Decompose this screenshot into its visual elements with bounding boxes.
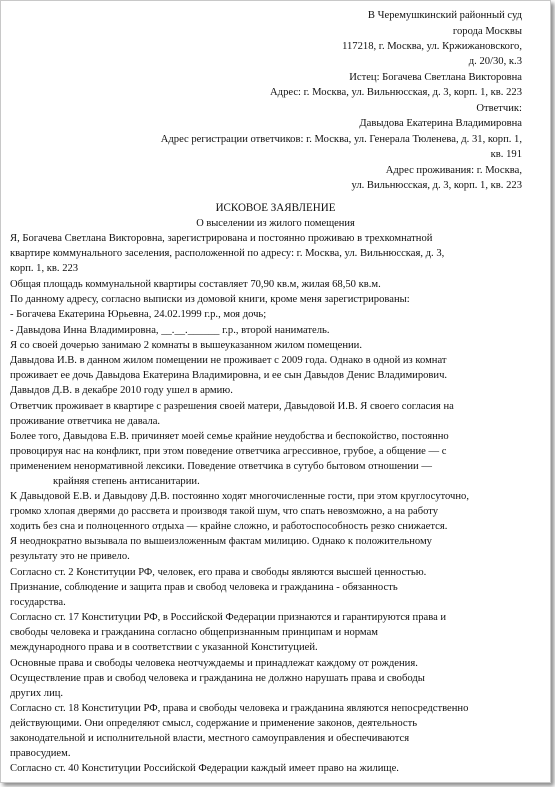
body-line: - Давыдова Инна Владимировна, __.__.______ г.р., второй наниматель. (10, 325, 330, 336)
residence-address-line-1: Адрес проживания: г. Москва, (385, 165, 522, 176)
document-subtitle: О выселении из жилого помещения (196, 218, 355, 229)
body-line: Осуществление прав и свобод человека и гражданина не должно нарушать права и свободы (10, 673, 425, 684)
body-line: свободы человека и гражданина согласно общепризнанным принципам и нормам (10, 627, 378, 638)
defendant-name: Давыдова Екатерина Владимировна (359, 118, 522, 129)
body-line: применением ненормативной лексики. Поведение ответчика в сутубо бытовом отношении — (10, 461, 432, 472)
body-line: громко хлопая дверями до рассвета и производя такой шум, что спать невозможно, а на работу (10, 506, 439, 517)
body-line: Я, Богачева Светлана Викторовна, зарегистрирована и постоянно проживаю в трехкомнатной (10, 233, 433, 244)
court-address-line-2: д. 20/30, к.3 (468, 56, 522, 67)
body-line: корп. 1, кв. 223 (10, 263, 79, 274)
body-line: государства. (10, 597, 66, 608)
body-line: крайняя степень антисанитарии. (53, 476, 200, 487)
body-line: - Богачева Екатерина Юрьевна, 24.02.1999 г.р., моя дочь; (10, 309, 267, 320)
body-line: Признание, соблюдение и защита прав и свобод человека и гражданина - обязанность (10, 582, 398, 593)
body-line: законодательной и исполнительной власти, местного самоуправления и обеспечиваются (10, 733, 410, 744)
body-line: провоцируя нас на конфликт, при этом поведение ответчика агрессивное, грубое, а общение — с (10, 446, 447, 457)
body-line: правосудием. (10, 748, 71, 759)
plaintiff-name: Истец: Богачева Светлана Викторовна (349, 72, 522, 83)
residence-address-line-2: ул. Вильнюсская, д. 3, корп. 1, кв. 223 (351, 180, 522, 191)
court-address-line-1: 117218, г. Москва, ул. Кржижановского, (342, 41, 522, 52)
body-line: действующими. Они определяют смысл, содержание и применение законов, деятельность (10, 718, 418, 729)
body-line: Более того, Давыдова Е.В. причиняет моей семье крайние неудобства и беспокойство, постоянно (10, 431, 449, 442)
body-line: Общая площадь коммунальной квартиры составляет 70,90 кв.м, жилая 68,50 кв.м. (10, 279, 381, 290)
defendant-label: Ответчик: (476, 103, 522, 114)
body-line: Ответчик проживает в квартире с разрешения своей матери, Давыдовой И.В. Я своего согласия на (10, 401, 454, 412)
body-line: международного права и в соответствии с указанной Конституцией. (10, 642, 318, 653)
body-line: Я со своей дочерью занимаю 2 комнаты в вышеуказанном жилом помещении. (10, 340, 362, 351)
body-line: Я неоднократно вызывала по вышеизложенным фактам милицию. Однако к положительному (10, 536, 432, 547)
body-line: Давыдова И.В. в данном жилом помещении не проживает с 2009 года. Однако в одной из комнат (10, 355, 447, 366)
body-line: проживает ее дочь Давыдова Екатерина Владимировна, и ее сын Давыдов Денис Владимирович. (10, 370, 448, 381)
document-title: ИСКОВОЕ ЗАЯВЛЕНИЕ (215, 202, 336, 214)
body-line: По данному адресу, согласно выписки из домовой книги, кроме меня зарегистрированы: (10, 294, 410, 305)
registration-address-line-1: Адрес регистрации ответчиков: г. Москва, ул. Генерала Тюленева, д. 31, корп. 1, (160, 134, 522, 145)
body-line: Согласно ст. 17 Конституции РФ, в Российской Федерации признаются и гарантируются права и (10, 612, 447, 623)
body-line: квартире коммунального заселения, расположенной по адресу: г. Москва, ул. Вильнюсская, д. 3, (10, 248, 445, 259)
body-line: проживание ответчика не давала. (10, 416, 161, 427)
body-line: Давыдов Д.В. в декабре 2010 году ушел в армию. (10, 385, 233, 396)
body-line: Согласно ст. 40 Конституции Российской Федерации каждый имеет право на жилище. (10, 763, 399, 774)
body-line: других лиц. (10, 688, 64, 699)
registration-address-line-2: кв. 191 (490, 149, 522, 160)
plaintiff-address: Адрес: г. Москва, ул. Вильнюсская, д. 3, корп. 1, кв. 223 (270, 87, 522, 98)
body-line: ходить без сна и полноценного отдыха — крайне сложно, и работоспособность резко снижается. (10, 521, 448, 532)
body-line: Основные права и свободы человека неотчуждаемы и принадлежат каждому от рождения. (10, 658, 418, 669)
body-line: Согласно ст. 2 Конституции РФ, человек, его права и свободы являются высшей ценностью. (10, 567, 427, 578)
body-line: Согласно ст. 18 Конституции РФ, права и свободы человека и гражданина являются непосредственно (10, 703, 469, 714)
body-line: К Давыдовой Е.В. и Давыдову Д.В. постоянно ходят многочисленные гости, при этом круглосуточно, (10, 491, 469, 502)
court-city: города Москвы (452, 26, 522, 37)
court-name: В Черемушкинский районный суд (367, 10, 522, 21)
body-line: результату это не привело. (10, 551, 130, 562)
